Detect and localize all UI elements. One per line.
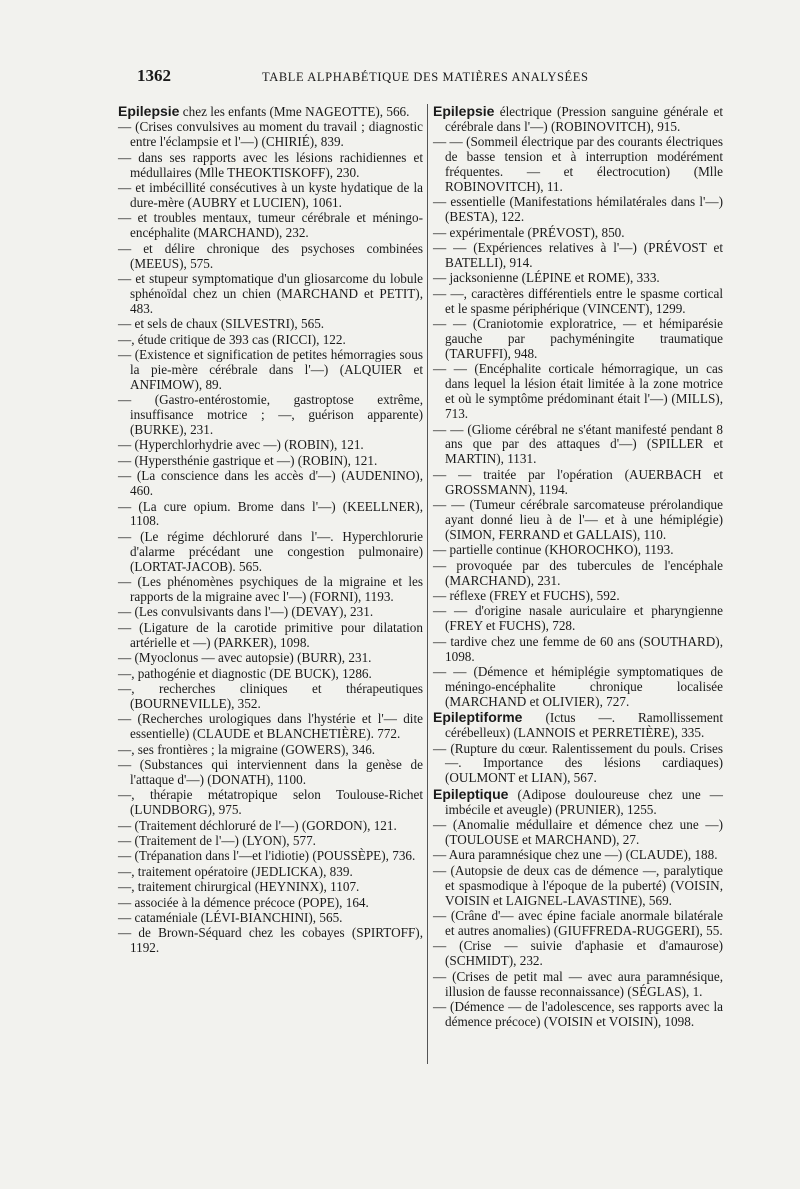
index-entry: — (Ligature de la carotide primitive pour dilatation artérielle et —) (PARKER), 1098. <box>118 619 423 650</box>
index-entry: — et troubles mentaux, tumeur cérébrale et méningo-encéphalite (MARCHAND), 232. <box>118 210 423 241</box>
page-header <box>137 66 697 90</box>
index-entry: — partielle continue (KHOROCHKO), 1193. <box>433 542 674 558</box>
index-entry: —, ses frontières ; la migraine (GOWERS), 346. <box>118 741 376 757</box>
index-entry: — (La conscience dans les accès d'—) (AUDENINO), 460. <box>118 468 423 499</box>
index-entry: — — (Tumeur cérébrale sarcomateuse prérolandique ayant donné lieu à de l'— et à une hémiplégie) (SIMON, FERRAND et GALLAIS), 110. <box>433 497 723 542</box>
index-entry: — (Crises de petit mal — avec aura paramnésique, illusion de fausse reconnaissance) (SÉGLAS), 1. <box>433 968 723 999</box>
index-entry: — cataméniale (LÉVI-BIANCHINI), 565. <box>118 910 343 926</box>
index-entry: — (Substances qui interviennent dans la genèse de l'attaque d'—) (DONATH), 1100. <box>118 756 423 787</box>
index-entry: — — traitée par l'opération (AUERBACH et GROSSMANN), 1194. <box>433 466 723 497</box>
index-entry: — et délire chronique des psychoses combinées (MEEUS), 575. <box>118 240 423 271</box>
index-entry: — (Myoclonus — avec autopsie) (BURR), 231. <box>118 650 372 666</box>
index-entry: — — (Craniotomie exploratrice, — et hémiparésie gauche par pachyméningite traumatique (TARUFFI), 948. <box>433 316 723 361</box>
index-entry: — (Existence et signification de petites hémorragies sous la pie-mère cérébrale dans l'—) (ALQUIER et ANFIMOW), 89. <box>118 347 423 392</box>
index-entry: — (Les phénomènes psychiques de la migraine et les rapports de la migraine avec l'—) (FORNI), 1193. <box>118 574 423 604</box>
index-entry: — associée à la démence précoce (POPE), 164. <box>118 894 369 910</box>
index-entry: — réflexe (FREY et FUCHS), 592. <box>433 588 620 603</box>
running-title: TABLE ALPHABÉTIQUE DES MATIÈRES ANALYSÉES <box>262 70 589 84</box>
index-entry: — — d'origine nasale auriculaire et pharyngienne (FREY et FUCHS), 728. <box>433 603 723 634</box>
index-entry: — — (Expériences relatives à l'—) (PRÉVOST et BATELLI), 914. <box>433 240 723 271</box>
index-entry: — (Hypersthénie gastrique et —) (ROBIN), 121. <box>118 452 378 468</box>
index-entry: Epileptiforme (Ictus —. Ramollissement cérébelleux) (LANNOIS et PERRETIÈRE), 335. <box>433 709 723 741</box>
index-entry: —, traitement chirurgical (HEYNINX), 1107. <box>118 879 360 895</box>
index-entry: —, étude critique de 393 cas (RICCI), 122. <box>118 331 346 347</box>
index-entry: — et stupeur symptomatique d'un gliosarcome du lobule sphénoïdal chez un chien (MARCHAND et PETIT), 483. <box>118 270 423 316</box>
index-entry: — — (Gliome cérébral ne s'étant manifesté pendant 8 ans que par des attaques d'—) (SPILLER et MARTIN), 1131. <box>433 421 723 467</box>
index-entry: — (Démence — de l'adolescence, ses rapports avec la démence précoce) (VOISIN et VOISIN), 1098. <box>433 998 723 1029</box>
index-entry: Epileptique (Adipose douloureuse chez une — imbécile et aveugle) (PRUNIER), 1255. <box>433 785 723 817</box>
index-entry: — (Crises convulsives au moment du travail ; diagnostic entre l'éclampsie et l'—) (CHIRIÉ), 839. <box>118 119 423 150</box>
index-entry: — dans ses rapports avec les lésions rachidiennes et médullaires (Mlle THEOKTISKOFF), 230. <box>118 149 423 180</box>
index-entry: — jacksonienne (LÉPINE et ROME), 333. <box>433 270 660 286</box>
index-entry: — et imbécillité consécutives à un kyste hydatique de la dure-mère (AUBRY et LUCIEN), 1061. <box>118 180 423 210</box>
index-entry: — (Les convulsivants dans l'—) (DEVAY), 231. <box>118 604 374 620</box>
index-entry: —, traitement opératoire (JEDLICKA), 839. <box>118 863 353 879</box>
index-entry: — (La cure opium. Brome dans l'—) (KEELLNER), 1108. <box>118 498 423 529</box>
index-entry: — (Hyperchlorhydrie avec —) (ROBIN), 121. <box>118 437 364 453</box>
index-entry: —, pathogénie et diagnostic (DE BUCK), 1286. <box>118 665 372 681</box>
index-entry: — (Traitement déchloruré de l'—) (GORDON), 121. <box>118 817 397 833</box>
index-entry: — — (Démence et hémiplégie symptomatiques de méningo-encéphalite chronique localisée (MARCHAND et OLIVIER), 727. <box>433 664 723 709</box>
index-entry: — (Recherches urologiques dans l'hystérie et l'— dite essentielle) (CLAUDE et BLANCHETIÈRE). 772. <box>118 711 423 742</box>
index-entry: — (Crise — suivie d'aphasie et d'amaurose) (SCHMIDT), 232. <box>433 938 723 969</box>
index-entry: — (Rupture du cœur. Ralentissement du pouls. Crises —. Importance des lésions cardiaques) (OULMONT et LIAN), 567. <box>433 740 723 786</box>
index-entry: — (Trépanation dans l'—et l'idiotie) (POUSSÈPE), 736. <box>118 848 416 864</box>
index-entry: — (Gastro-entérostomie, gastroptose extrême, insuffisance motrice ; —, guérison apparente) (BURKE), 231. <box>118 392 423 438</box>
column-divider <box>427 104 428 1064</box>
left-column <box>118 104 423 957</box>
index-entry: — essentielle (Manifestations hémilatérales dans l'—) (BESTA), 122. <box>433 194 723 225</box>
index-entry: — (Traitement de l'—) (LYON), 577. <box>118 833 316 848</box>
right-column <box>433 104 723 1030</box>
index-entry: — de Brown-Séquard chez les cobayes (SPIRTOFF), 1192. <box>118 925 423 956</box>
index-entry: — tardive chez une femme de 60 ans (SOUTHARD), 1098. <box>433 633 723 664</box>
index-entry: — — (Encéphalite corticale hémorragique, un cas dans lequel la lésion était limitée à la zone motrice et où le symptôme prédominant était l'—) (MILLS), 713. <box>433 361 723 422</box>
index-entry: Epilepsie chez les enfants (Mme NAGEOTTE), 566. <box>118 103 410 119</box>
index-entry: Epilepsie électrique (Pression sanguine générale et cérébrale dans l'—) (ROBINOVITCH), 915. <box>433 103 723 134</box>
index-entry: —, thérapie métatropique selon Toulouse-Richet (LUNDBORG), 975. <box>118 787 423 818</box>
index-entry: — —, caractères différentiels entre le spasme cortical et le spasme périphérique (VINCENT), 1299. <box>433 285 723 316</box>
index-entry: — — (Sommeil électrique par des courants électriques de basse tension et à interruption modérément fréquentes. — et électrocution) (Mlle ROBINOVITCH), 11. <box>433 134 723 195</box>
index-entry: — expérimentale (PRÉVOST), 850. <box>433 224 625 240</box>
index-entry: —, recherches cliniques et thérapeutiques (BOURNEVILLE), 352. <box>118 680 423 711</box>
page-number: 1362 <box>137 66 171 85</box>
index-entry: — (Le régime déchloruré dans l'—. Hyperchlorurie d'alarme précédant une congestion pulmonaire) (LORTAT-JACOB). 565. <box>118 528 423 574</box>
index-entry: — et sels de chaux (SILVESTRI), 565. <box>118 316 325 332</box>
index-entry: — (Anomalie médullaire et démence chez une —) (TOULOUSE et MARCHAND), 27. <box>433 817 723 847</box>
index-entry: — provoquée par des tubercules de l'encéphale (MARCHAND), 231. <box>433 557 723 588</box>
index-entry: — (Crâne d'— avec épine faciale anormale bilatérale et autres anomalies) (GIUFFREDA-RUGGERI), 55. <box>433 908 723 938</box>
index-entry: — Aura paramnésique chez une —) (CLAUDE), 188. <box>433 847 718 863</box>
index-entry: — (Autopsie de deux cas de démence —, paralytique et spasmodique à l'époque de la puberté) (VOISIN, VOISIN et LAIGNEL-LAVASTINE), 569. <box>433 862 723 908</box>
